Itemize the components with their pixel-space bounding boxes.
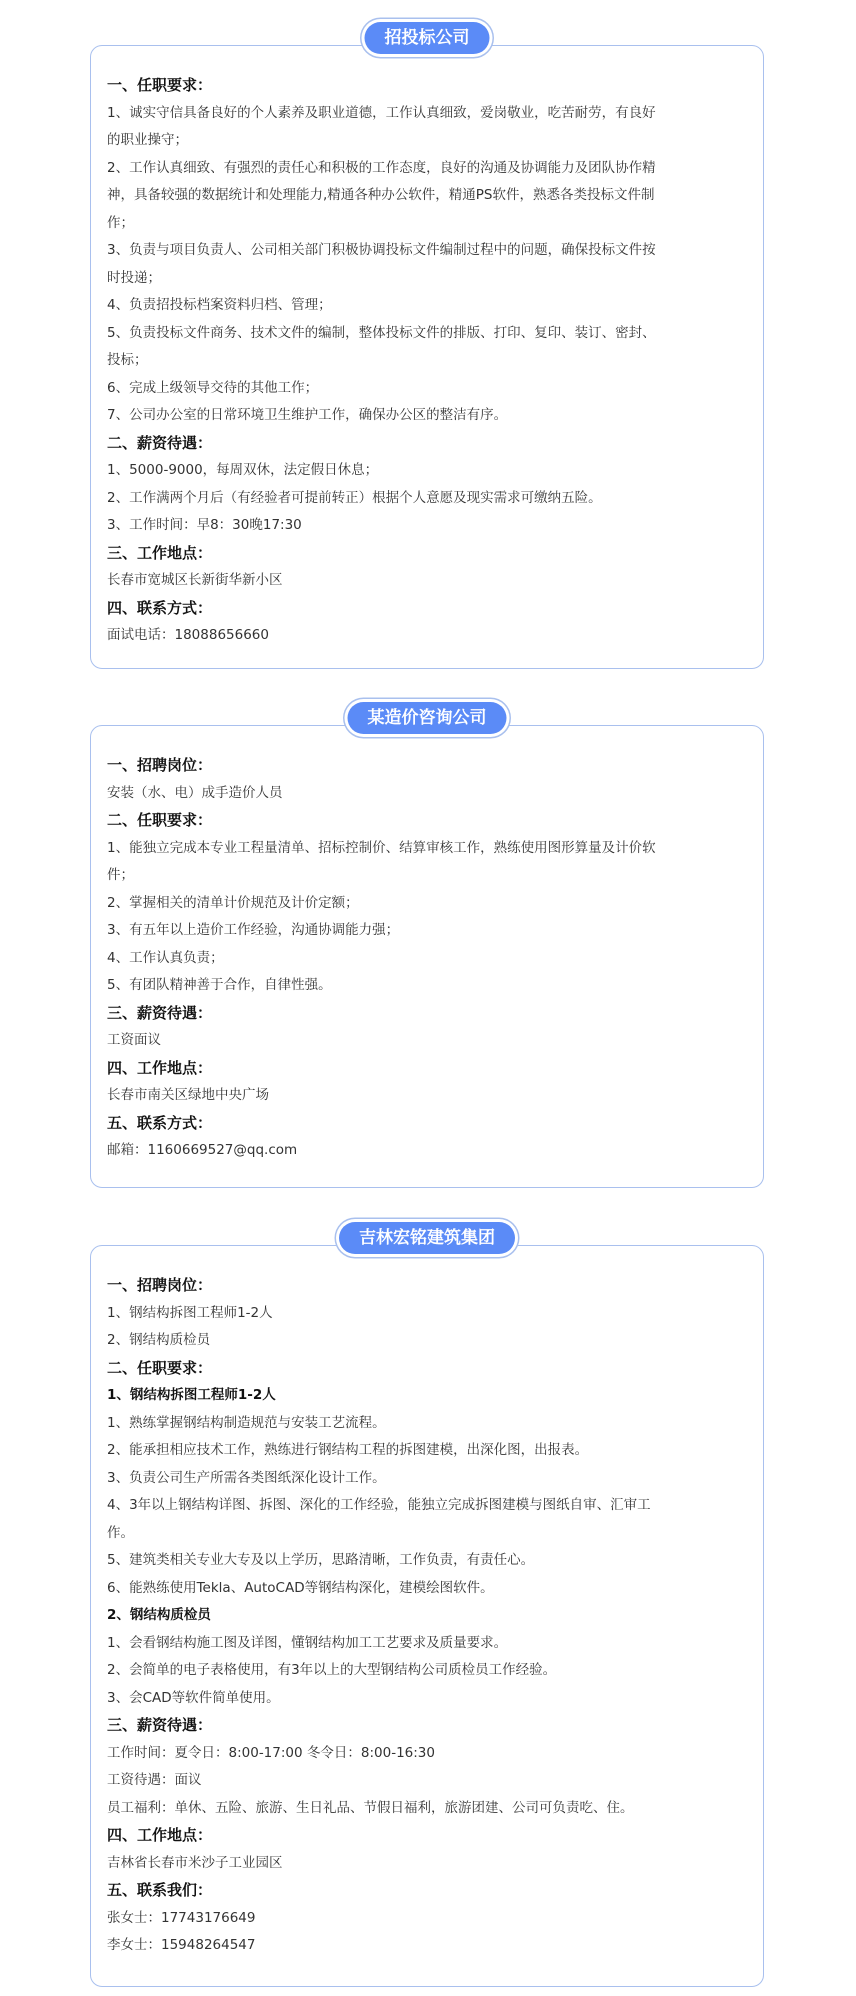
text-line: 李女士：15948264547 xyxy=(107,1937,256,1953)
card-body xyxy=(91,1246,763,1960)
text-line: 3、有五年以上造价工作经验，沟通协调能力强； xyxy=(107,922,400,938)
text-line: 4、3年以上钢结构详图、拆图、深化的工作经验，能独立完成拆图建模与图纸自审、汇审工 xyxy=(107,1497,651,1513)
text-line: 安装（水、电）成手造价人员 xyxy=(107,784,283,801)
text-line: 2、工作认真细致、有强烈的责任心和积极的工作态度，良好的沟通及协调能力及团队协作精 xyxy=(107,159,656,176)
text-line: 2、掌握相关的清单计价规范及计价定额； xyxy=(107,894,359,911)
card-title: 吉林宏铭建筑集团 xyxy=(339,1222,515,1254)
text-line: 4、负责招投标档案资料归档、管理； xyxy=(107,297,332,313)
text-line: 1、诚实守信具备良好的个人素养及职业道德，工作认真细致，爱岗敬业，吃苦耐劳，有良好 xyxy=(107,104,656,121)
text-line: 1、能独立完成本专业工程量清单、招标控制价、结算审核工作，熟练使用图形算量及计价软 xyxy=(107,839,656,856)
section-heading: 一、任职要求： xyxy=(107,76,213,94)
section-heading: 三、薪资待遇： xyxy=(107,1003,213,1022)
text-line: 1、5000-9000，每周双休，法定假日休息； xyxy=(107,462,379,478)
card-title: 某造价咨询公司 xyxy=(348,702,507,734)
text-line: 件； xyxy=(107,867,134,883)
text-line: 3、工作时间：早8：30晚17:30 xyxy=(107,517,302,533)
text-line: 长春市宽城区长新街华新小区 xyxy=(107,572,283,588)
section-heading: 四、联系方式： xyxy=(107,598,213,617)
card-jilin-hongming-group xyxy=(90,1228,764,1987)
section-heading: 二、薪资待遇： xyxy=(107,433,213,452)
text-line: 2、能承担相应技术工作，熟练进行钢结构工程的拆图建模，出深化图，出报表。 xyxy=(107,1442,589,1458)
text-line: 2、工作满两个月后（有经验者可提前转正）根据个人意愿及现实需求可缴纳五险。 xyxy=(107,489,602,506)
card-cost-consulting-company xyxy=(90,708,764,1188)
section-heading: 四、工作地点： xyxy=(107,1826,213,1844)
text-line: 吉林省长春市米沙子工业园区 xyxy=(107,1854,283,1871)
text-line: 6、完成上级领导交待的其他工作； xyxy=(107,379,319,396)
text-line: 1、钢结构拆图工程师1-2人 xyxy=(107,1304,273,1321)
text-line: 5、负责投标文件商务、技术文件的编制，整体投标文件的排版、打印、复印、装订、密封、 xyxy=(107,324,656,341)
text-line: 的职业操守； xyxy=(107,132,188,148)
section-heading: 四、工作地点： xyxy=(107,1058,213,1077)
text-line: 面试电话：18088656660 xyxy=(107,627,269,643)
card-bidding-company xyxy=(90,28,764,669)
text-line: 时投递； xyxy=(107,269,161,286)
section-heading: 五、联系我们： xyxy=(107,1881,213,1899)
text-line: 工资待遇：面议 xyxy=(107,1772,202,1788)
section-heading: 五、联系方式： xyxy=(107,1113,213,1132)
text-line: 神，具备较强的数据统计和处理能力,精通各种办公软件，精通PS软件，熟悉各类投标文件制 xyxy=(107,187,655,203)
text-line: 5、建筑类相关专业大专及以上学历，思路清晰，工作负责，有责任心。 xyxy=(107,1552,535,1568)
text-line: 投标； xyxy=(107,352,148,368)
section-heading: 三、薪资待遇： xyxy=(107,1716,213,1734)
section-heading: 三、工作地点： xyxy=(107,543,213,562)
card-body xyxy=(91,46,763,650)
section-heading: 二、任职要求： xyxy=(107,1358,213,1377)
text-line: 5、有团队精神善于合作，自律性强。 xyxy=(107,977,332,993)
text-line: 员工福利：单休、五险、旅游、生日礼品、节假日福利，旅游团建、公司可负责吃、住。 xyxy=(107,1799,634,1816)
section-heading: 一、招聘岗位： xyxy=(107,1276,213,1294)
text-line: 1、熟练掌握钢结构制造规范与安装工艺流程。 xyxy=(107,1414,386,1431)
text-line: 作。 xyxy=(107,1524,134,1541)
text-line: 7、公司办公室的日常环境卫生维护工作，确保办公区的整洁有序。 xyxy=(107,407,508,423)
text-line: 6、能熟练使用Tekla、AutoCAD等钢结构深化，建模绘图软件。 xyxy=(107,1579,494,1596)
text-line: 2、钢结构质检员 xyxy=(107,1332,211,1348)
text-line: 作； xyxy=(107,214,134,231)
card-body xyxy=(91,726,763,1165)
text-line: 3、负责公司生产所需各类图纸深化设计工作。 xyxy=(107,1469,386,1486)
section-heading: 二、任职要求： xyxy=(107,811,213,829)
card-title: 招投标公司 xyxy=(365,22,490,54)
text-line: 1、会看钢结构施工图及详图，懂钢结构加工工艺要求及质量要求。 xyxy=(107,1634,508,1651)
text-line: 工作时间：夏令日：8:00-17:00 冬令日：8:00-16:30 xyxy=(107,1744,435,1761)
text-line: 邮箱：1160669527@qq.com xyxy=(107,1142,298,1158)
text-line: 工资面议 xyxy=(107,1032,161,1048)
text-line: 4、工作认真负责； xyxy=(107,949,224,966)
section-heading: 一、招聘岗位： xyxy=(107,756,213,774)
sub-heading: 1、钢结构拆图工程师1-2人 xyxy=(107,1387,276,1403)
text-line: 3、会CAD等软件简单使用。 xyxy=(107,1689,280,1706)
text-line: 3、负责与项目负责人、公司相关部门积极协调投标文件编制过程中的问题，确保投标文件按 xyxy=(107,242,656,258)
text-line: 长春市南关区绿地中央广场 xyxy=(107,1087,269,1103)
text-line: 2、会简单的电子表格使用，有3年以上的大型钢结构公司质检员工作经验。 xyxy=(107,1662,557,1678)
text-line: 张女士：17743176649 xyxy=(107,1909,256,1926)
sub-heading: 2、钢结构质检员 xyxy=(107,1607,211,1623)
